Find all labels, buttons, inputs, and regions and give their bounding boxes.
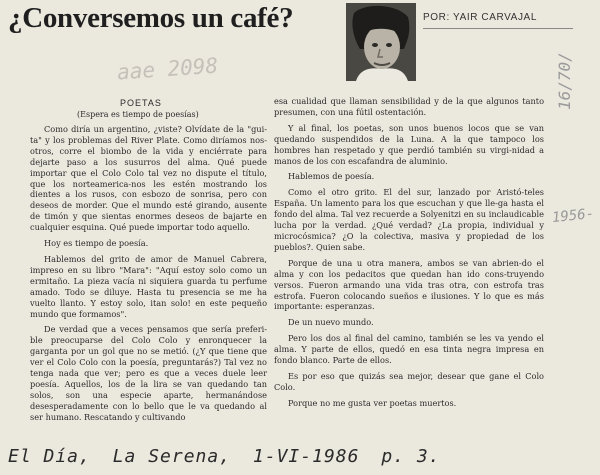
paragraph: Porque no me gusta ver poetas muertos. <box>288 397 457 408</box>
citation-city: La Serena, <box>112 446 232 467</box>
paragraph: De un nuevo mundo. <box>288 317 374 328</box>
author-photo <box>346 3 416 81</box>
handwritten-citation <box>0 446 600 475</box>
handwritten-number: 16/70/ <box>555 52 574 110</box>
paragraph: Como el otro grito. El del sur, lanzado por Aristó-teles España. Un lamento para los que escuchan y que lle-ga hasta el fondo del alma. Tal vez recuerde a Solyenitzi en su inclaudicable lucha por la verdad. ¿Qué verdad? ¿La propia, individual y microcósmica? ¿O la colectiva, masiva y propiedad de los pueblos?. Quien sabe. <box>274 187 544 252</box>
author-byline: POR: YAIR CARVAJAL <box>423 12 537 23</box>
citation-page: p. 3. <box>381 446 441 467</box>
paragraph: Porque de una u otra manera, ambos se van abrien-do el alma y con los pedacitos que quedan han ido cons-truyendo versos. Fueron armando una vida tras otra, con estrofa tras estrofa. Fueron colocando sueños e ilusiones. Y lo que es más importante: esperanzas. <box>274 257 544 312</box>
paragraph: De verdad que a veces pensamos que sería preferi-ble preocuparse del Colo Colo y enronquecer la garganta por un gol que no se metió. (¿Y que tiene que ver el Colo Colo con la poesía, preguntarás?) Tal vez no tenga nada que ver; pero es que a veces duele leer poesía. Aquellos, los de la lira se van quedando tan solos, son una especie aparte, hermanándose desesperadamente con lo bello que le va quedando al ser humano. Rescatando y cultivando <box>30 324 267 422</box>
paragraph: Pero los dos al final del camino, también se les va yendo el alma. Y parte de ellos, quedó en esa tinta negra impresa en fondo blanco. Parte de ellos. <box>274 333 544 366</box>
headline: ¿Conversemos un café? <box>8 2 294 34</box>
paragraph: Hablemos de poesía. <box>288 171 375 182</box>
paragraph: Es por eso que quizás sea mejor, desear que gane el Colo Colo. <box>274 370 544 392</box>
citation-paper: El Día, <box>8 446 91 467</box>
section-subtitle: (Espera es tiempo de poesías) <box>77 110 199 119</box>
portrait-image <box>346 3 416 81</box>
paragraph: Hoy es tiempo de poesía. <box>44 238 149 249</box>
left-column <box>30 124 267 428</box>
paragraph: Y al final, los poetas, son unos buenos locos que se van quedando suspendidos de la Luna. A la que tampoco los hombres han respetado y que perdió también su virgi-nidad a manos de los con escafandra de aluminio. <box>274 122 544 166</box>
right-column <box>274 96 544 414</box>
handwritten-year: 1956- <box>551 205 595 227</box>
citation-date: 1-VI-1986 <box>252 446 360 467</box>
paragraph: Hablemos del grito de amor de Manuel Cabrera, impreso en su libro "Mara": "Aquí estoy solo como un ermitaño. La pieza vacía ni siquiera guarda tu perfume amado. Todo se diluye. Hasta tu presencia se me ha vuelto llanto. Y estoy solo, itan solo! en este pequeño mundo que formamos". <box>30 253 267 319</box>
byline-rule <box>423 28 573 29</box>
paragraph: Como diría un argentino, ¿viste? Olvídate de la "gui-ta" y los problemas del River Plate. Como diríamos nos-otros, corre el biombo de la vida y enciérrate para dejarte paso a los susurros del alma. Qué puede importar que el Colo Colo tal vez no dispute el título, que los norteamerica-nos les estén mostrando los dientes a los rusos, con esbozo de sonrisa, pero con deseos de morder. Que el mundo esté girando, ausente de timón y que sientas enormes deseos de bajarte en cualquier esquina. Qué puede importar todo aquello. <box>30 124 267 233</box>
paragraph: esa cualidad que llaman sensibilidad y de la que algunos tanto presumen, con una fútil ostentación. <box>274 96 544 117</box>
section-title: POETAS <box>120 98 162 108</box>
archive-stamp: aae 2098 <box>116 53 219 85</box>
